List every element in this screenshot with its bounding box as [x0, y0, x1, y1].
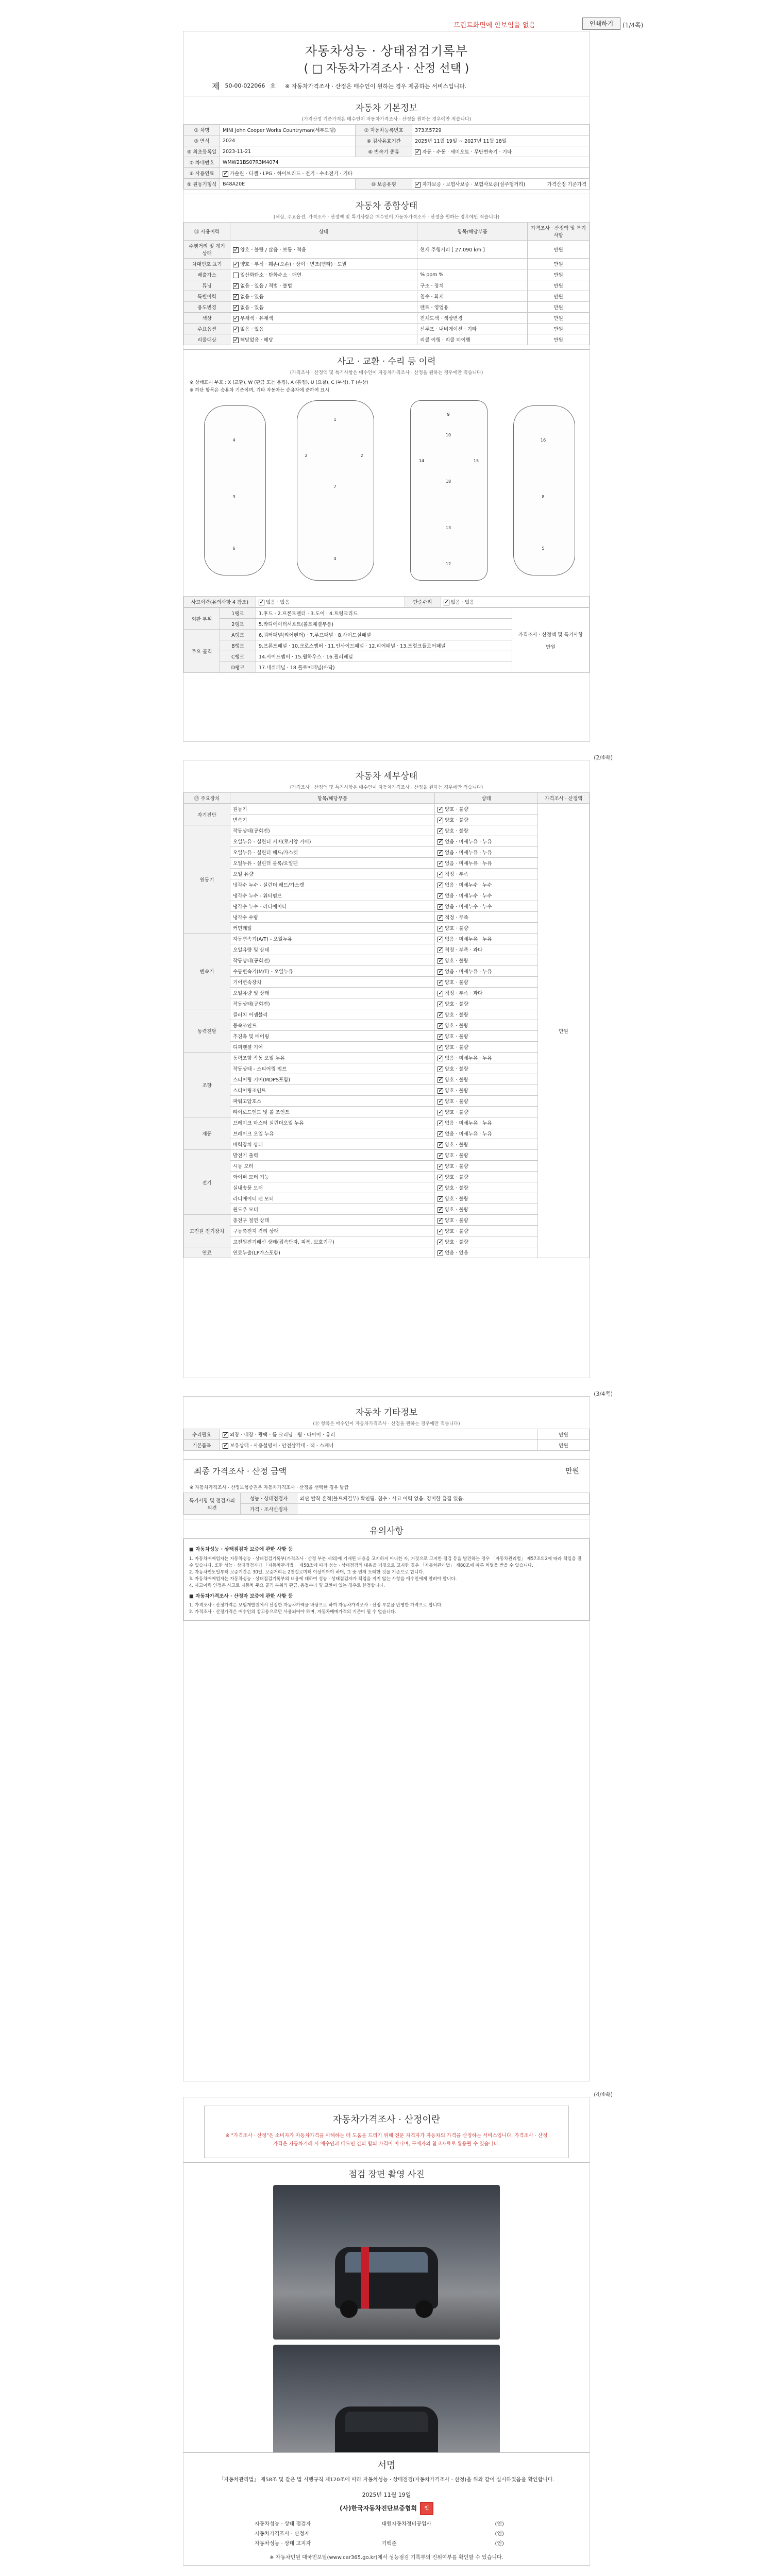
table-row: 원동기 작동상태(공회전) ✓ 양호 · 불량: [184, 825, 590, 836]
table-row: 튜닝 ✓ 없음 · 있음 / 적법 · 불법 구조 · 장치 만원: [184, 280, 590, 291]
table-row: 자기진단 원동기 ✓ 양호 · 불량 만원: [184, 804, 590, 815]
document-title-main: 자동차성능 · 상태점검기록부: [305, 44, 468, 58]
checkbox-status: [438, 1175, 443, 1180]
table-row: 연료 연료누출(LP가스포함) ✓ 없음 · 있음: [184, 1247, 590, 1258]
inspection-photo-front: [273, 2185, 500, 2340]
page-3: (3/4쪽) 자동차 기타정보 (⑰ 항목은 매수인이 자동차가격조사 · 산정을 원하는 경우에만 적습니다) 수리필요 ✓ 외장 · 내장 · 광택 · 룸 크리닝 · 휠 · 타이어 · 유리 만원 기본품목 ✓ 보유상태 · 사용설명서 · 안전삼각대 · 잭 · 스패너 만원 최종 가격조사 · 산정 금액 만원 ※ 자동차가격조사 · 산정보험증권은 자동차가격조사 · 산정을 선택한 경우 발급 특기사항 및 점검자의 의견 성능 · 상태점검자 외판 탈착 흔적(볼트체결부) 확인됨. 침수 · 사고 이력 없음. 경미한 흠집 있음. 가격 · 조사산정자 유의사항 ■ 자동차성능 · 상태점검자 보증에 관한 사항 등 1. 자동차매매업자는 자동차성능 · 상태점검기록부(가격조사 · 산정 부분 제외)에 기재된 내용을 고지하지 아니한 자, 거짓으로 고지한 점검 등을 발견하는 경우 「자동차관리법」 제57조의2에 따라 책임을 질 수 있습니다. 또한 성능 · 상태점검자가 「자동차관리법」 제58조에 따라 성능 · 상태점검의 내용을 거짓으로 고지한 경우 「자동차관리법」 제80조에 따른 처벌을 받을 수 있습니다. 2. 자동차인도일부터 보증기간은 30일, 보증거리는 2천킬로미터 이상이어야 하며, 그 중 먼저 도래한 것을 기준으로 합니다. 3. 자동차매매업자는 자동차성능 · 상태점검기록부의 내용에 대하여 성능 · 상태점검자가 책임을 지지 않는 사항을 매수인에게 알려야 합니다. 4. 사고이력 인정은 사고로 자동차 주요 골격 부위의 판금, 용접수리 및 교환이 있는 경우로 한정합니다. ■ 자동차가격조사 · 산정자 보증에 관한 사항 등 1. 가격조사 · 산정가격은 보험개발원에서 산정한 자동차가액을 바탕으로 하여 자동차가격조사 · 산정 부분을 반영한 가격으로 합니다. 2. 가격조사 · 산정가격은 매수인의 참고용으로만 사용되어야 하며, 자동차매매가격의 기준이 될 수 없습니다.: [183, 1396, 590, 2081]
checkbox-status: [438, 861, 443, 867]
document-subtitle: ( □ 자동차가격조사 · 산정 선택 ): [304, 62, 469, 75]
table-row: 오일누유 - 실린더 헤드/가스켓 ✓ 없음 · 미세누유 · 누유: [184, 847, 590, 858]
checkbox-status: [438, 1056, 443, 1061]
table-row: 전기 발전기 출력 ✓ 양호 · 불량: [184, 1150, 590, 1161]
checkbox-auto: [415, 149, 421, 155]
table-row: 실내송풍 모터 ✓ 양호 · 불량: [184, 1182, 590, 1193]
intro-box: 자동차가격조사 · 산정이란 ※ "가격조사 · 산정"은 소비자가 자동차가격을 이해하는 데 도움을 드리기 위해 전문 자격자가 자동차의 가격을 산정하는 서비스입니다. 가격조사 · 산정가격은 자동차거래 시 매수인과 매도인 간의 합의 가격이 아니며, 구매자의 참고자료로 활용될 수 있습니다.: [204, 2106, 569, 2158]
page-1: 자동차성능 · 상태점검기록부 ( □ 자동차가격조사 · 산정 선택 ) 제 50-00-022066 호 ※ 자동차가격조사 · 산정은 매수인이 원하는 경우 제공하는 서비스입니다. 자동차 기본정보 (가격산정 기준가격은 매수인이 자동차가격조사 · 산정을 원하는 경우에만 적습니다) ① 차명 MINI John Cooper Works Countryman(세부모델) ② 자동차등록번호 373조5729 ③ 연식 2024 ④ 검사유효기간 2025년 11월 19일 ~ 2027년 11월 18일 ⑤ 최초등록일 2023-11-21 ⑥ 변속기 종류 ✓ 자동 · 수동 · 세미오토 · 무단변속기 · 기타 ⑦ 차대번호 WMW21BS07R3M4074 ⑧ 사용연료 ✓ 가솔린 · 디젤 · LPG · 하이브리드 · 전기 · 수소전기 · 기타 ⑨ 원동기형식 B48A20E ⑩ 보증유형 ✓ 자가보증 · 보험사보증 · 보험사보증(실주행거리) 가격산정 기준가격 자동차 종합상태 (색상, 주요옵션, 가격조사 · 산정액 및 특기사항은 매수인이 자동차가격조사 · 산정을 원하는 경우에만 적습니다) ⑪ 사용이력 상태 항목/해당부품 가격조사 · 산정액 및 특기사항 주행거리 및 계기상태 ✓양호 · 불량 / 많음 · 보통 · 적음 현재 주행거리 [ 27,090 km ] 만원 차대번호 표기 ✓ 양호 · 부식 · 훼손(오손) · 상이 · 변조(변타) · 도말 만원 배출가스 일산화탄소 · 탄화수소 · 매연 % ppm % 만원 튜닝 ✓ 없음 · 있음 / 적법 · 불법 구조 · 장치 만원 특별이력 ✓ 없음 · 있음 침수 · 화재 만원 용도변경 ✓ 없음 · 있음 렌트 · 영업용 만원 색상 ✓ 무채색 · 유채색 전체도색 · 색상변경 만원 주요옵션 ✓ 없음 · 있음 선루프 · 내비게이션 · 기타 만원 리콜대상 ✓ 해당없음 · 해당 리콜 이행 · 리콜 미이행 만원 사고 · 교환 · 수리 등 이력 (가격조사 · 산정액 및 특기사항은 매수인이 자동차가격조사 · 산정을 원하는 경우에만 적습니다) ※ 상태표시 부호 : X (교환), W (판금 또는 용접), A (흠집), U (요철), C (부식), T (손상) ※ 하단 항목은 승용차 기준이며, 기타 자동차는 승용차에 준하여 표시 4 3 6 1 7 4 2 2 9 10 18 13 12 14 15 16 8 5 사고이력(유의사항 4 참조) ✓ 없음 · 있음 단순수리 ✓ 없음 · 있음 외판 부위 1랭크 1.후드 · 2.프론트펜더 · 3.도어 · 4.트렁크리드 가격조사 · 산정액 및 특기사항 만원 2랭크 5.라디에이터서포트(볼트체결부품) 주요 골격 A랭크 6.쿼터패널(리어펜더) · 7.루프패널 · 8.사이드실패널 B랭크 9.프론트패널 · 10.크로스멤버 · 11.인사이드패널 · 12.리어패널 · 13.트렁크플로어패널 C랭크 14.사이드멤버 · 15.휠하우스 · 16.필러패널 D랭크 17.대쉬패널 · 18.플로어패널(바닥): [183, 31, 590, 742]
print-notice: 프린트화면에 안보임을 없음: [453, 22, 535, 29]
table-row: 수동변속기(M/T) - 오일누유 ✓ 없음 · 미세누유 · 누유: [184, 966, 590, 977]
table-row: 디퍼렌셜 기어 ✓ 양호 · 불량: [184, 1042, 590, 1053]
table-row: 스티어링조인트 ✓ 양호 · 불량: [184, 1085, 590, 1096]
table-row: 파워고압호스 ✓ 양호 · 불량: [184, 1096, 590, 1107]
checkbox-status: [438, 1110, 443, 1115]
checkbox-status: [438, 818, 443, 823]
table-row: 오일유량 및 상태 ✓ 적정 · 부족 · 과다: [184, 988, 590, 998]
table-row: 추진축 및 베어링 ✓ 양호 · 불량: [184, 1031, 590, 1042]
checkbox-status: [438, 1088, 443, 1094]
checkbox-status: [438, 1099, 443, 1105]
accident-table: 사고이력(유의사항 4 참조) ✓ 없음 · 있음 단순수리 ✓ 없음 · 있음: [183, 596, 590, 607]
sign-title: 서명: [183, 2452, 590, 2471]
accident-detail-table: 외판 부위 1랭크 1.후드 · 2.프론트펜더 · 3.도어 · 4.트렁크리드 가격조사 · 산정액 및 특기사항 만원 2랭크 5.라디에이터서포트(볼트체결부품) 주요 골격 A랭크 6.쿼터패널(리어펜더) · 7.루프패널 · 8.사이드실패널 B랭크 9.프론트패널 · 10.크로스멤버 · 11.인사이드패널 · 12.리어패널 · 13.트렁크플로어패널 C랭크 14.사이드멤버 · 15.휠하우스 · 16.필러패널 D랭크 17.대쉬패널 · 18.플로어패널(바닥): [183, 607, 590, 673]
table-row: 수리필요 ✓ 외장 · 내장 · 광택 · 룸 크리닝 · 휠 · 타이어 · 유리 만원: [184, 1429, 590, 1440]
checkbox-status: [438, 1045, 443, 1050]
checkbox-status: [438, 1207, 443, 1213]
seal-stamp: 인: [420, 2502, 433, 2515]
checkbox-status: [438, 1121, 443, 1126]
signature-section: 서명 「자동차관리법」 제58조 및 같은 법 시행규칙 제120조에 따라 자동차성능 · 상태점검(자동차가격조사 · 산정)을 위와 같이 실시하였음을 확인합니다. 2025년 11월 19일 (사)한국자동차진단보증협회 인 자동차성능 · 상태 점검자 대원자동차정비공업사 (인) 자동차가격조사 · 산정자 (인) 자동차성능 · 상태 고지자 기백준 (인) ※ 자동차민원 대국민포털(www.car365.go.kr)에서 성능점검 기록부의 진위여부를 확인할 수 있습니다.: [183, 2452, 590, 2566]
checkbox-status: [438, 1077, 443, 1083]
table-row: 고전원 전기장치 충전구 절연 상태 ✓ 양호 · 불량: [184, 1215, 590, 1226]
table-row: 배출가스 일산화탄소 · 탄화수소 · 매연 % ppm % 만원: [184, 269, 590, 280]
table-row: 시동 모터 ✓ 양호 · 불량: [184, 1161, 590, 1172]
checkbox-status: [438, 1185, 443, 1191]
other-title: 자동차 기타정보: [355, 1408, 418, 1418]
car-left-view: 4 3 6: [204, 405, 266, 575]
checkbox-status: [438, 807, 443, 812]
table-row: 제동 브레이크 마스터 실린더오일 누유 ✓ 없음 · 미세누유 · 누유: [184, 1117, 590, 1128]
car-right-view: 16 8 5: [513, 405, 575, 575]
checkbox-status: [438, 883, 443, 888]
print-button[interactable]: 인쇄하기: [582, 18, 620, 30]
table-row: 차대번호 표기 ✓ 양호 · 부식 · 훼손(오손) · 상이 · 변조(변타) · 도말 만원: [184, 259, 590, 269]
table-row: 타이로드엔드 및 볼 조인트 ✓ 양호 · 불량: [184, 1107, 590, 1117]
checkbox-status: [438, 1131, 443, 1137]
table-row: 고전원전기배선 상태(접속단자, 피복, 보호기구) ✓ 양호 · 불량: [184, 1236, 590, 1247]
table-row: 냉각수 누수 - 실린더 헤드/가스켓 ✓ 없음 · 미세누수 · 누수: [184, 879, 590, 890]
car-frame-view: 9 10 18 13 12 14 15: [410, 400, 488, 581]
table-row: 변속기 자동변속기(A/T) - 오일누유 ✓ 없음 · 미세누유 · 누유: [184, 934, 590, 944]
final-table: 특기사항 및 점검자의 의견 성능 · 상태점검자 외판 탈착 흔적(볼트체결부) 확인됨. 침수 · 사고 이력 없음. 경미한 흠집 있음. 가격 · 조사산정자: [183, 1493, 590, 1515]
table-row: 특별이력 ✓ 없음 · 있음 침수 · 화재 만원: [184, 291, 590, 302]
table-row: 배력장치 상태 ✓ 양호 · 불량: [184, 1139, 590, 1150]
checkbox-status: [438, 1164, 443, 1170]
basic-info-title: 자동차 기본정보: [183, 96, 590, 113]
checkbox-status: [438, 1196, 443, 1202]
final-value: 만원: [565, 1467, 579, 1476]
notice-box: ■ 자동차성능 · 상태점검자 보증에 관한 사항 등 1. 자동차매매업자는 자동차성능 · 상태점검기록부(가격조사 · 산정 부분 제외)에 기재된 내용을 고지하지 아니한 자, 거짓으로 고지한 점검 등을 발견하는 경우 「자동차관리법」 제57조의2에 따라 책임을 질 수 있습니다. 또한 성능 · 상태점검자가 「자동차관리법」 제58조에 따라 성능 · 상태점검의 내용을 거짓으로 고지한 경우 「자동차관리법」 제80조에 따른 처벌을 받을 수 있습니다. 2. 자동차인도일부터 보증기간은 30일, 보증거리는 2천킬로미터 이상이어야 하며, 그 중 먼저 도래한 것을 기준으로 합니다. 3. 자동차매매업자는 자동차성능 · 상태점검기록부의 내용에 대하여 성능 · 상태점검자가 책임을 지지 않는 사항을 매수인에게 알려야 합니다. 4. 사고이력 인정은 사고로 자동차 주요 골격 부위의 판금, 용접수리 및 교환이 있는 경우로 한정합니다. ■ 자동차가격조사 · 산정자 보증에 관한 사항 등 1. 가격조사 · 산정가격은 보험개발원에서 산정한 자동차가액을 바탕으로 하여 자동차가격조사 · 산정 부분을 반영한 가격으로 합니다. 2. 가격조사 · 산정가격은 매수인의 참고용으로만 사용되어야 하며, 자동차매매가격의 기준이 될 수 없습니다.: [183, 1538, 590, 1621]
table-row: 오일누유 - 실린더 블록/오일팬 ✓ 없음 · 미세누유 · 누유: [184, 858, 590, 869]
document-title: [183, 31, 590, 76]
checkbox-gasoline: [223, 171, 228, 177]
checkbox-status: [438, 1066, 443, 1072]
table-row: 오일유량 및 상태 ✓ 적정 · 부족 · 과다: [184, 944, 590, 955]
table-row: 변속기 ✓ 양호 · 불량: [184, 815, 590, 825]
photo-title: 점검 장면 촬영 사진: [183, 2162, 590, 2180]
table-row: 스티어링 기어(MDPS포함) ✓ 양호 · 불량: [184, 1074, 590, 1085]
table-row: 작동상태(공회전) ✓ 양호 · 불량: [184, 998, 590, 1009]
accident-diagram: [189, 395, 584, 596]
checkbox-status: [438, 1229, 443, 1234]
checkbox-status: [438, 991, 443, 996]
checkbox-status: [438, 969, 443, 975]
table-row: 냉각수 수량 ✓ 적정 · 부족: [184, 912, 590, 923]
checkbox-status: [438, 872, 443, 877]
table-row: 용도변경 ✓ 없음 · 있음 렌트 · 영업용 만원: [184, 302, 590, 313]
checkbox-status: [438, 980, 443, 986]
table-row: 냉각수 누수 - 라디에이터 ✓ 없음 · 미세누수 · 누수: [184, 901, 590, 912]
table-row: 오일누유 - 실린더 커버(로커암 커버) ✓ 없음 · 미세누유 · 누유: [184, 836, 590, 847]
overall-title: 자동차 종합상태: [183, 194, 590, 211]
checkbox-status: [438, 893, 443, 899]
top-bar: [0, 0, 773, 31]
table-row: 색상 ✓ 무채색 · 유채색 전체도색 · 색상변경 만원: [184, 313, 590, 324]
checkbox-status: [438, 1240, 443, 1245]
detail-title: 자동차 세부상태: [355, 771, 418, 782]
accident-title: 사고 · 교환 · 수리 등 이력: [183, 349, 590, 367]
table-row: 동력전달 클러치 어셈블리 ✓ 양호 · 불량: [184, 1009, 590, 1020]
checkbox-status: [438, 915, 443, 921]
checkbox-status: [438, 926, 443, 931]
checkbox-status: [438, 937, 443, 942]
checkbox-status: [438, 1034, 443, 1040]
table-row: 기본품목 ✓ 보유상태 · 사용설명서 · 안전삼각대 · 잭 · 스패너 만원: [184, 1440, 590, 1451]
car-top-view: 1 7 4 2 2: [297, 400, 374, 581]
overall-table: ⑪ 사용이력 상태 항목/해당부품 가격조사 · 산정액 및 특기사항 주행거리 및 계기상태 ✓양호 · 불량 / 많음 · 보통 · 적음 현재 주행거리 [ 27,090 km ] 만원 차대번호 표기 ✓ 양호 · 부식 · 훼손(오손) · 상이 · 변조(변타) · 도말 만원 배출가스 일산화탄소 · 탄화수소 · 매연 % ppm % 만원 튜닝 ✓ 없음 · 있음 / 적법 · 불법 구조 · 장치 만원 특별이력 ✓ 없음 · 있음 침수 · 화재 만원 용도변경 ✓ 없음 · 있음 렌트 · 영업용 만원 색상 ✓ 무채색 · 유채색 전체도색 · 색상변경 만원 주요옵션 ✓ 없음 · 있음 선루프 · 내비게이션 · 기타 만원 리콜대상 ✓ 해당없음 · 해당 리콜 이행 · 리콜 미이행 만원: [183, 222, 590, 345]
checkbox-status: [438, 1153, 443, 1159]
checkbox-status: [438, 850, 443, 856]
checkbox-status: [438, 947, 443, 953]
table-row: 작동상태 - 스티어링 펌프 ✓ 양호 · 불량: [184, 1063, 590, 1074]
document-number: 제 50-00-022066 호 ※ 자동차가격조사 · 산정은 매수인이 원하는 경우 제공하는 서비스입니다.: [212, 81, 467, 91]
checkbox-status: [438, 839, 443, 845]
notice-title: 유의사항: [183, 1519, 590, 1536]
page-4: (4/4쪽) 자동차가격조사 · 산정이란 ※ "가격조사 · 산정"은 소비자가 자동차가격을 이해하는 데 도움을 드리기 위해 전문 자격자가 자동차의 가격을 산정하는 서비스입니다. 가격조사 · 산정가격은 자동차거래 시 매수인과 매도인 간의 합의 가격이 아니며, 구매자의 참고자료로 활용될 수 있습니다. 점검 장면 촬영 사진: [183, 2097, 590, 2566]
table-row: 브레이크 오일 누유 ✓ 없음 · 미세누유 · 누유: [184, 1128, 590, 1139]
checkbox-status: [438, 958, 443, 964]
basic-info-table: ① 차명 MINI John Cooper Works Countryman(세부모델) ② 자동차등록번호 373조5729 ③ 연식 2024 ④ 검사유효기간 2025년 11월 19일 ~ 2027년 11월 18일 ⑤ 최초등록일 2023-11-21 ⑥ 변속기 종류 ✓ 자동 · 수동 · 세미오토 · 무단변속기 · 기타 ⑦ 차대번호 WMW21BS07R3M4074 ⑧ 사용연료 ✓ 가솔린 · 디젤 · LPG · 하이브리드 · 전기 · 수소전기 · 기타 ⑨ 원동기형식 B48A20E ⑩ 보증유형 ✓ 자가보증 · 보험사보증 · 보험사보증(실주행거리) 가격산정 기준가격: [183, 124, 590, 190]
table-row: 윈도우 모터 ✓ 양호 · 불량: [184, 1204, 590, 1215]
table-row: 라디에이터 팬 모터 ✓ 양호 · 불량: [184, 1193, 590, 1204]
footer-note: ※ 자동차민원 대국민포털(www.car365.go.kr)에서 성능점검 기록부의 진위여부를 확인할 수 있습니다.: [270, 2555, 503, 2561]
sign-table: 자동차성능 · 상태 점검자 대원자동차정비공업사 (인) 자동차가격조사 · 산정자 (인) 자동차성능 · 상태 고지자 기백준 (인): [255, 2521, 504, 2547]
checkbox-status: [438, 1012, 443, 1018]
table-row: 리콜대상 ✓ 해당없음 · 해당 리콜 이행 · 리콜 미이행 만원: [184, 334, 590, 345]
page-number: (1/4쪽): [623, 22, 644, 29]
checkbox-status: [438, 1218, 443, 1224]
checkbox-status: [438, 1250, 443, 1256]
checkbox-status: [438, 828, 443, 834]
detail-table: ⑰ 주요장치 항목/해당부품 상태 가격조사 · 산정액 자기진단 원동기 ✓ 양호 · 불량 만원 변속기 ✓ 양호 · 불량 원동기 작동상태(공회전) ✓ 양호 · 불량 오일누유 - 실린더 커버(로커암 커버) ✓ 없음 · 미세누유 · 누유 오일누유 - 실린더 헤드/가스켓 ✓ 없음 · 미세누유 · 누유 오일누유 - 실린더 블록/오일팬 ✓ 없음 · 미세누유 · 누유 오일 유량 ✓ 적정 · 부족 냉각수 누수 - 실린더 헤드/가스켓 ✓ 없음 · 미세누수 · 누수 냉각수 누수 - 워터펌프 ✓ 없음 · 미세누수 · 누수 냉각수 누수 - 라디에이터 ✓ 없음 · 미세누수 · 누수 냉각수 수량 ✓ 적정 · 부족 커먼레일 ✓ 양호 · 불량 변속기 자동변속기(A/T) - 오일누유 ✓ 없음 · 미세누유 · 누유 오일유량 및 상태 ✓ 적정 · 부족 · 과다 작동상태(공회전) ✓ 양호 · 불량 수동변속기(M/T) - 오일누유 ✓ 없음 · 미세누유 · 누유 기어변속장치 ✓ 양호 · 불량 오일유량 및 상태 ✓ 적정 · 부족 · 과다 작동상태(공회전) ✓ 양호 · 불량 동력전달 클러치 어셈블리 ✓ 양호 · 불량 등속조인트 ✓ 양호 · 불량 추진축 및 베어링 ✓ 양호 · 불량 디퍼렌셜 기어 ✓ 양호 · 불량 조향 동력조향 작동 오일 누유 ✓ 없음 · 미세누유 · 누유 작동상태 - 스티어링 펌프 ✓ 양호 · 불량 스티어링 기어(MDPS포함) ✓ 양호 · 불량 스티어링조인트 ✓ 양호 · 불량 파워고압호스 ✓ 양호 · 불량 타이로드엔드 및 볼 조인트 ✓ 양호 · 불량 제동 브레이크 마스터 실린더오일 누유 ✓ 없음 · 미세누유 · 누유 브레이크 오일 누유 ✓ 없음 · 미세누유 · 누유 배력장치 상태 ✓ 양호 · 불량 전기 발전기 출력 ✓ 양호 · 불량 시동 모터 ✓ 양호 · 불량 와이퍼 모터 기능 ✓ 양호 · 불량 실내송풍 모터 ✓ 양호 · 불량 라디에이터 팬 모터 ✓ 양호 · 불량 윈도우 모터 ✓ 양호 · 불량 고전원 전기장치 충전구 절연 상태 ✓ 양호 · 불량 구동축전지 격리 상태 ✓ 양호 · 불량 고전원전기배선 상태(접속단자, 피복, 보호기구) ✓ 양호 · 불량 연료 연료누출(LP가스포함) ✓ 없음 · 있음: [183, 792, 590, 1258]
checkbox-status: [438, 1002, 443, 1007]
checkbox-status: [438, 904, 443, 910]
table-row: 주행거리 및 계기상태 ✓양호 · 불량 / 많음 · 보통 · 적음 현재 주행거리 [ 27,090 km ] 만원: [184, 241, 590, 259]
table-row: 주요옵션 ✓ 없음 · 있음 선루프 · 내비게이션 · 기타 만원: [184, 324, 590, 334]
checkbox-status: [438, 1023, 443, 1029]
table-row: 커먼레일 ✓ 양호 · 불량: [184, 923, 590, 934]
table-row: 등속조인트 ✓ 양호 · 불량: [184, 1020, 590, 1031]
final-title: 최종 가격조사 · 산정 금액: [194, 1466, 287, 1476]
checkbox-status: [438, 1142, 443, 1148]
page-2: (2/4쪽) 자동차 세부상태 (가격조사 · 산정액 및 특기사항은 매수인이 자동차가격조사 · 산정을 원하는 경우에만 적습니다) ⑰ 주요장치 항목/해당부품 상태 가격조사 · 산정액 자기진단 원동기 ✓ 양호 · 불량 만원 변속기 ✓ 양호 · 불량 원동기 작동상태(공회전) ✓ 양호 · 불량 오일누유 - 실린더 커버(로커암 커버) ✓ 없음 · 미세누유 · 누유 오일누유 - 실린더 헤드/가스켓 ✓ 없음 · 미세누유 · 누유 오일누유 - 실린더 블록/오일팬 ✓ 없음 · 미세누유 · 누유 오일 유량 ✓ 적정 · 부족 냉각수 누수 - 실린더 헤드/가스켓 ✓ 없음 · 미세누수 · 누수 냉각수 누수 - 워터펌프 ✓ 없음 · 미세누수 · 누수 냉각수 누수 - 라디에이터 ✓ 없음 · 미세누수 · 누수 냉각수 수량 ✓ 적정 · 부족 커먼레일 ✓ 양호 · 불량 변속기 자동변속기(A/T) - 오일누유 ✓ 없음 · 미세누유 · 누유 오일유량 및 상태 ✓ 적정 · 부족 · 과다 작동상태(공회전) ✓ 양호 · 불량 수동변속기(M/T) - 오일누유 ✓ 없음 · 미세누유 · 누유 기어변속장치 ✓ 양호 · 불량 오일유량 및 상태 ✓ 적정 · 부족 · 과다 작동상태(공회전) ✓ 양호 · 불량 동력전달 클러치 어셈블리 ✓ 양호 · 불량 등속조인트 ✓ 양호 · 불량 추진축 및 베어링 ✓ 양호 · 불량 디퍼렌셜 기어 ✓ 양호 · 불량 조향 동력조향 작동 오일 누유 ✓ 없음 · 미세누유 · 누유 작동상태 - 스티어링 펌프 ✓ 양호 · 불량 스티어링 기어(MDPS포함) ✓ 양호 · 불량 스티어링조인트 ✓ 양호 · 불량 파워고압호스 ✓ 양호 · 불량 타이로드엔드 및 볼 조인트 ✓ 양호 · 불량 제동 브레이크 마스터 실린더오일 누유 ✓ 없음 · 미세누유 · 누유 브레이크 오일 누유 ✓ 없음 · 미세누유 · 누유 배력장치 상태 ✓ 양호 · 불량 전기 발전기 출력 ✓ 양호 · 불량 시동 모터 ✓ 양호 · 불량 와이퍼 모터 기능 ✓ 양호 · 불량 실내송풍 모터 ✓ 양호 · 불량 라디에이터 팬 모터 ✓ 양호 · 불량 윈도우 모터 ✓ 양호 · 불량 고전원 전기장치 충전구 절연 상태 ✓ 양호 · 불량 구동축전지 격리 상태 ✓ 양호 · 불량 고전원전기배선 상태(접속단자, 피복, 보호기구) ✓ 양호 · 불량 연료 연료누출(LP가스포함) ✓ 없음 · 있음: [183, 760, 590, 1378]
table-row: 기어변속장치 ✓ 양호 · 불량: [184, 977, 590, 988]
other-table: [183, 1429, 590, 1451]
table-row: 구동축전지 격리 상태 ✓ 양호 · 불량: [184, 1226, 590, 1236]
table-row: 오일 유량 ✓ 적정 · 부족: [184, 869, 590, 879]
table-row: 조향 동력조향 작동 오일 누유 ✓ 없음 · 미세누유 · 누유: [184, 1053, 590, 1063]
table-row: 작동상태(공회전) ✓ 양호 · 불량: [184, 955, 590, 966]
table-row: 와이퍼 모터 기능 ✓ 양호 · 불량: [184, 1172, 590, 1182]
checkbox-warranty: [415, 182, 421, 188]
table-row: 냉각수 누수 - 워터펌프 ✓ 없음 · 미세누수 · 누수: [184, 890, 590, 901]
